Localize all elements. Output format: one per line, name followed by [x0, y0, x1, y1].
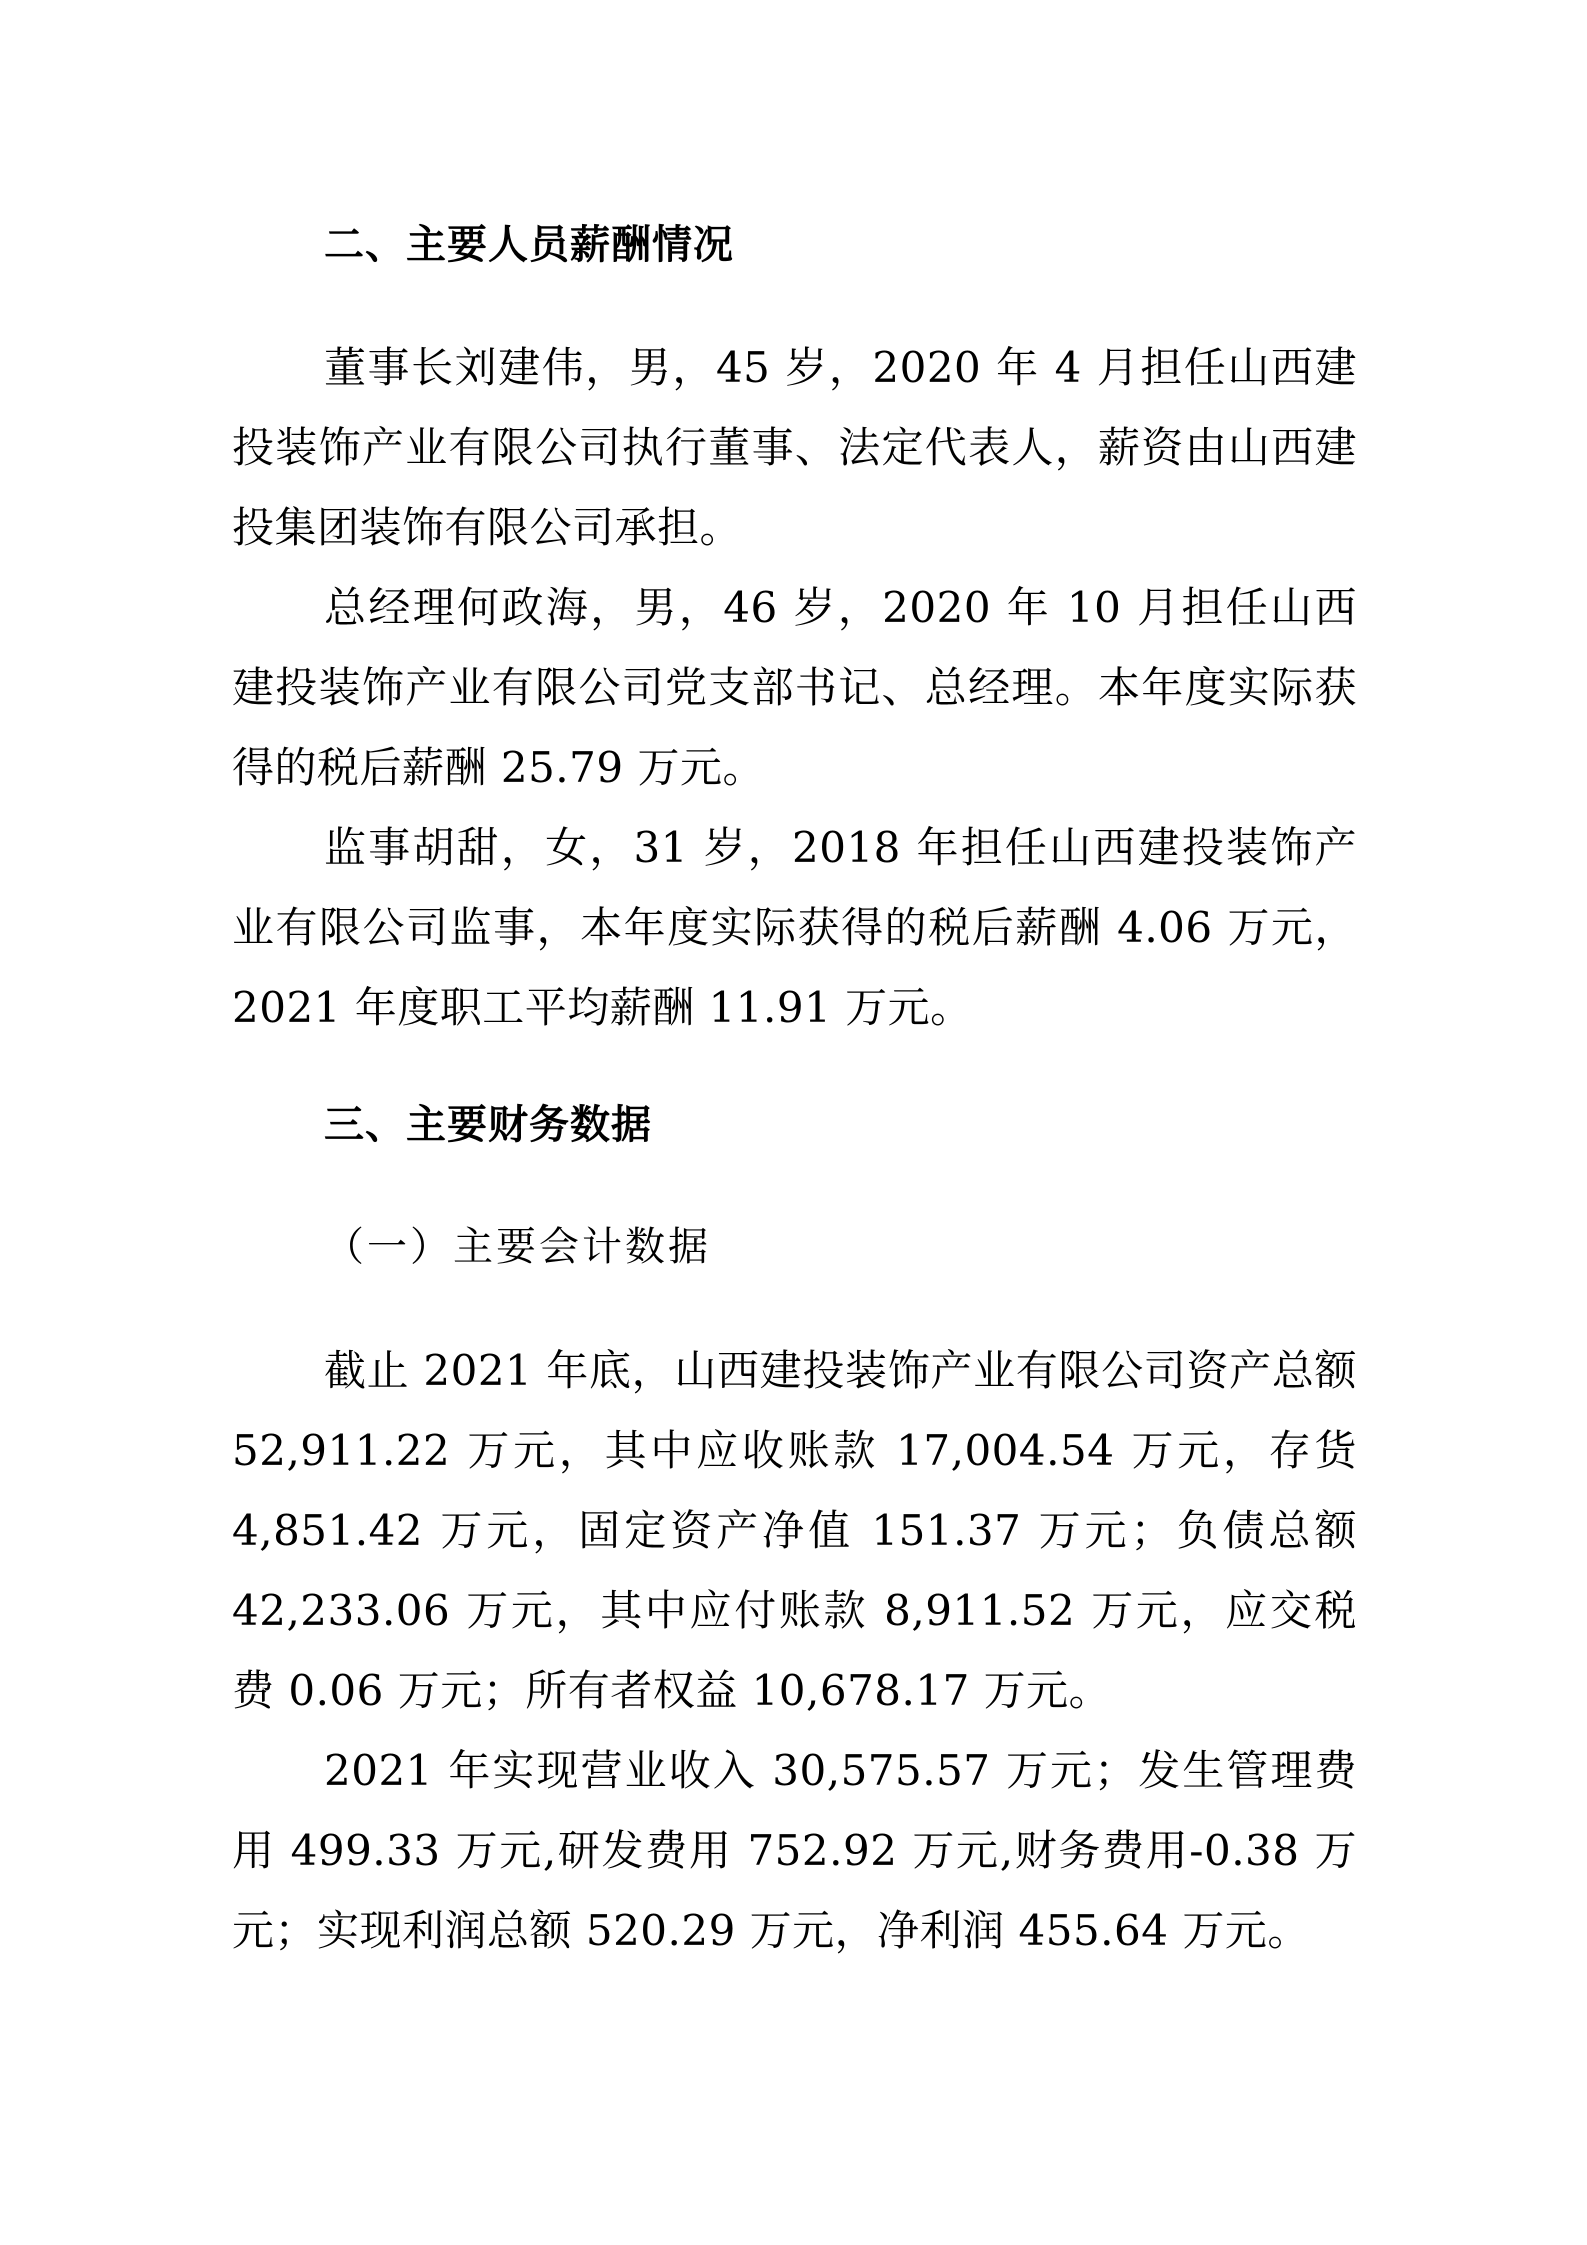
- section-heading-personnel-salary: 二、主要人员薪酬情况: [324, 222, 734, 268]
- paragraph-chairman-salary: 董事长刘建伟，男，45 岁，2020 年 4 月担任山西建投装饰产业有限公司执行董事、法定代表人，薪资由山西建投集团装饰有限公司承担。: [232, 343, 1357, 552]
- paragraph-supervisor-salary: 监事胡甜，女，31 岁，2018 年担任山西建投装饰产业有限公司监事，本年度实际获得的税后薪酬 4.06 万元，2021 年度职工平均薪酬 11.91 万元。: [232, 823, 1357, 1032]
- paragraph-general-manager-salary: 总经理何政海，男，46 岁，2020 年 10 月担任山西建投装饰产业有限公司党支部书记、总经理。本年度实际获得的税后薪酬 25.79 万元。: [232, 583, 1357, 792]
- subsection-heading-accounting-data: （一）主要会计数据: [324, 1224, 711, 1270]
- paragraph-income-statement-figures: 2021 年实现营业收入 30,575.57 万元；发生管理费用 499.33 万元,研发费用 752.92 万元,财务费用-0.38 万元；实现利润总额 520.29 万元，净利润 455.64 万元。: [232, 1746, 1357, 1955]
- section-heading-financial-data: 三、主要财务数据: [324, 1102, 652, 1148]
- paragraph-balance-sheet-figures: 截止 2021 年底，山西建投装饰产业有限公司资产总额 52,911.22 万元，其中应收账款 17,004.54 万元，存货 4,851.42 万元，固定资产净值 151.37 万元；负债总额 42,233.06 万元，其中应付账款 8,911.52 万元，应交税费 0.06 万元；所有者权益 10,678.17 万元。: [232, 1346, 1357, 1715]
